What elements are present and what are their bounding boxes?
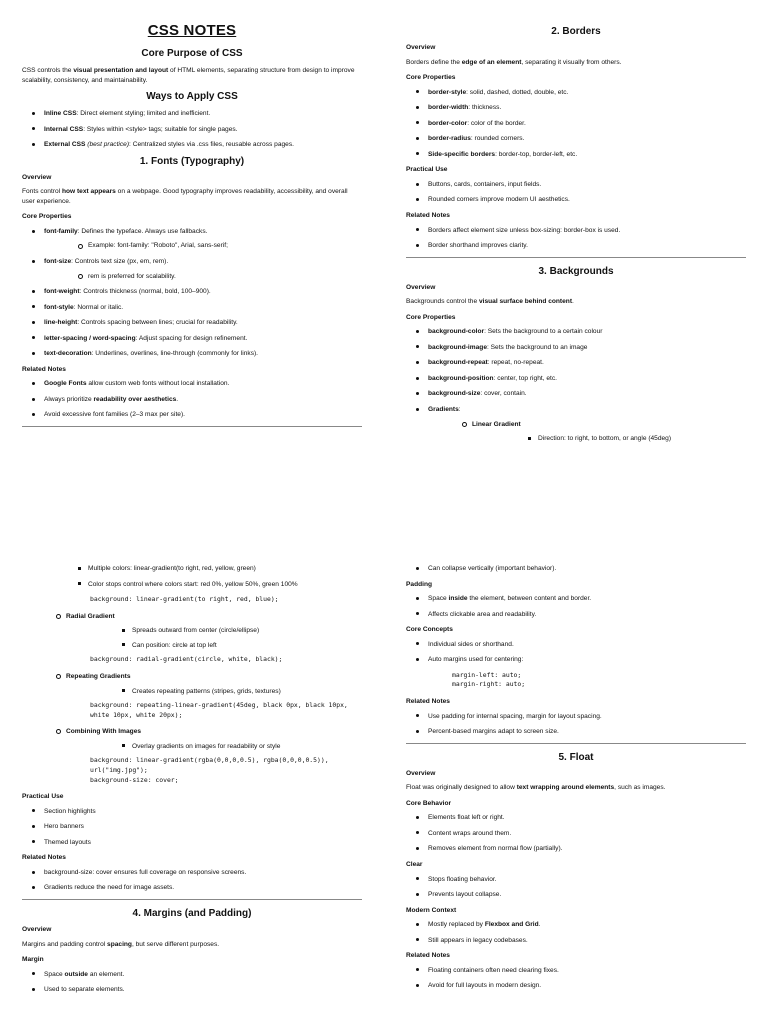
float-related-notes-label: Related Notes	[406, 952, 450, 960]
borders-overview-text: Borders define the edge of an element, separating it visually from others.	[406, 58, 622, 66]
margins-overview-label: Overview	[22, 926, 52, 934]
backgrounds-practical-list	[22, 807, 362, 848]
margin-label: Margin	[22, 956, 44, 964]
page-1-right-column	[406, 22, 746, 450]
margins-section-title: 4. Margins (and Padding)	[132, 908, 252, 920]
float-section-title: 5. Float	[558, 751, 594, 763]
list-item: Repeating Gradients Creates repeating patterns (stripes, grids, textures) background: repeating-linear-gradient(45deg, black 0px, black 10px, white 10px, white 20px);	[22, 672, 362, 720]
list-item: background-image: Sets the background to an image	[406, 343, 746, 353]
list-item: Avoid for full layouts in modern design.	[406, 981, 746, 991]
page-2	[0, 512, 768, 1024]
margins-overview-text: Margins and padding control spacing, but serve different purposes.	[22, 940, 220, 948]
list-item: Buttons, cards, containers, input fields.	[406, 180, 746, 190]
gradient-types-list	[22, 612, 362, 785]
backgrounds-core-properties-label: Core Properties	[406, 313, 456, 321]
list-item: font-style: Normal or italic.	[22, 303, 362, 313]
list-item: Space outside an element.	[22, 970, 362, 980]
page-1-left-column	[22, 22, 362, 435]
list-item: Combining With Images Overlay gradients on images for readability or style background: linear-gradient(rgba(0,0,0,0.5), rgba(0,0,0,0.5)), url("img.jpg"); background-size: cover;	[22, 727, 362, 785]
list-item: Mostly replaced by Flexbox and Grid.	[406, 920, 746, 930]
margin-list-continued	[406, 564, 746, 574]
list-item: border-style: solid, dashed, dotted, double, etc.	[406, 88, 746, 98]
list-item: Section highlights	[22, 807, 362, 817]
list-item: Individual sides or shorthand.	[406, 640, 746, 650]
fonts-related-notes-label: Related Notes	[22, 365, 66, 373]
list-item: font-size: Controls text size (px, em, rem). rem is preferred for scalability.	[22, 257, 362, 281]
list-item: background-color: Sets the background to a certain colour	[406, 327, 746, 337]
code-block: background: linear-gradient(to right, red, blue);	[90, 595, 279, 604]
fonts-notes-list	[22, 379, 362, 420]
divider	[406, 257, 746, 258]
list-item: Use padding for internal spacing, margin for layout spacing.	[406, 712, 746, 722]
code-block: background: linear-gradient(rgba(0,0,0,0.5), rgba(0,0,0,0.5)), url("img.jpg"); background-size: cover;	[90, 756, 329, 784]
list-item: border-radius: rounded corners.	[406, 134, 746, 144]
backgrounds-section-title: 3. Backgrounds	[538, 265, 614, 277]
page-2-right-column	[406, 564, 746, 997]
list-item: Spreads outward from center (circle/ellipse)	[66, 626, 362, 636]
list-item: Affects clickable area and readability.	[406, 610, 746, 620]
list-item: Still appears in legacy codebases.	[406, 936, 746, 946]
list-item: Rounded corners improve modern UI aesthetics.	[406, 195, 746, 205]
list-item: Prevents layout collapse.	[406, 890, 746, 900]
backgrounds-overview-text: Backgrounds control the visual surface behind content.	[406, 298, 574, 306]
borders-notes-list	[406, 226, 746, 251]
list-item: Gradients reduce the need for image assets.	[22, 883, 362, 893]
list-item: External CSS (best practice): Centralized styles via .css files, reusable across pages.	[22, 140, 362, 150]
list-item: Gradients: Linear Gradient Direction: to right, to bottom, or angle (45deg)	[406, 405, 746, 444]
fonts-properties-list	[22, 227, 362, 359]
list-item: font-weight: Controls thickness (normal, bold, 100–900).	[22, 287, 362, 297]
backgrounds-properties-list	[406, 327, 746, 443]
code-block: margin-left: auto; margin-right: auto;	[452, 670, 526, 689]
list-item: Avoid excessive font families (2–3 max per site).	[22, 410, 362, 420]
list-item: Used to separate elements.	[22, 985, 362, 995]
page-2-left-column	[22, 564, 362, 1001]
float-clear-list	[406, 875, 746, 900]
list-item: Overlay gradients on images for readability or style	[66, 742, 362, 752]
list-item: Internal CSS: Styles within <style> tags; suitable for single pages.	[22, 125, 362, 135]
list-item: border-width: thickness.	[406, 103, 746, 113]
float-modern-context-label: Modern Context	[406, 906, 457, 914]
list-item: Multiple colors: linear-gradient(to right, red, yellow, green)	[22, 564, 362, 574]
list-item: Space inside the element, between content and border.	[406, 594, 746, 604]
list-item: Always prioritize readability over aesthetics.	[22, 395, 362, 405]
margin-list	[22, 970, 362, 995]
list-item: Side-specific borders: border-top, border-left, etc.	[406, 150, 746, 160]
ways-list	[22, 109, 362, 150]
list-item: border-color: color of the border.	[406, 119, 746, 129]
list-item: rem is preferred for scalability.	[44, 272, 362, 282]
core-purpose-text: CSS controls the visual presentation and layout of HTML elements, separating structure from design to improve scalability, consistency, and maintainability.	[22, 67, 355, 84]
list-item: Can position: circle at top left	[66, 641, 362, 651]
borders-related-notes-label: Related Notes	[406, 212, 450, 220]
divider	[22, 899, 362, 900]
divider	[22, 426, 362, 427]
divider	[406, 743, 746, 744]
list-item: Percent-based margins adapt to screen size.	[406, 727, 746, 737]
list-item: Creates repeating patterns (stripes, grids, textures)	[66, 687, 362, 697]
margins-related-notes-label: Related Notes	[406, 698, 450, 706]
list-item: Hero banners	[22, 822, 362, 832]
list-item: background-position: center, top right, etc.	[406, 374, 746, 384]
list-item: Google Fonts allow custom web fonts without local installation.	[22, 379, 362, 389]
list-item: Themed layouts	[22, 838, 362, 848]
list-item: Border shorthand improves clarity.	[406, 241, 746, 251]
borders-properties-list	[406, 88, 746, 160]
list-item: Direction: to right, to bottom, or angle (45deg)	[472, 434, 746, 444]
list-item: Linear Gradient Direction: to right, to bottom, or angle (45deg)	[428, 420, 746, 444]
fonts-core-properties-label: Core Properties	[22, 213, 72, 221]
list-item: Floating containers often need clearing fixes.	[406, 966, 746, 976]
borders-section-title: 2. Borders	[551, 26, 601, 37]
backgrounds-notes-list	[22, 868, 362, 893]
float-modern-list	[406, 920, 746, 945]
list-item: Stops floating behavior.	[406, 875, 746, 885]
code-block: background: repeating-linear-gradient(45deg, black 0px, black 10px, white 10px, white 20px);	[90, 701, 352, 719]
list-item: text-decoration: Underlines, overlines, line-through (commonly for links).	[22, 349, 362, 359]
fonts-overview-label: Overview	[22, 173, 52, 181]
list-item: Can collapse vertically (important behavior).	[406, 564, 746, 574]
padding-list	[406, 594, 746, 619]
list-item: Elements float left or right.	[406, 813, 746, 823]
list-item: Inline CSS: Direct element styling; limited and inefficient.	[22, 109, 362, 119]
list-item: Content wraps around them.	[406, 829, 746, 839]
float-clear-label: Clear	[406, 860, 423, 868]
backgrounds-overview-label: Overview	[406, 283, 436, 291]
fonts-section-title: 1. Fonts (Typography)	[139, 155, 245, 167]
linear-gradient-continued-list	[22, 564, 362, 589]
list-item: background-repeat: repeat, no-repeat.	[406, 358, 746, 368]
list-item: font-family: Defines the typeface. Always use fallbacks. Example: font-family: "Roboto", Arial, sans-serif;	[22, 227, 362, 251]
list-item: line-height: Controls spacing between lines; crucial for readability.	[22, 318, 362, 328]
list-item: background-size: cover, contain.	[406, 389, 746, 399]
list-item: background-size: cover ensures full coverage on responsive screens.	[22, 868, 362, 878]
borders-overview-label: Overview	[406, 44, 436, 51]
list-item: Borders affect element size unless box-sizing: border-box is used.	[406, 226, 746, 236]
fonts-overview-text: Fonts control how text appears on a webpage. Good typography improves readability, accessibility, and overall user experience.	[22, 188, 348, 205]
borders-core-properties-label: Core Properties	[406, 74, 456, 82]
ways-heading: Ways to Apply CSS	[146, 91, 238, 103]
borders-practical-use-label: Practical Use	[406, 166, 448, 174]
float-behavior-list	[406, 813, 746, 854]
float-overview-label: Overview	[406, 769, 436, 777]
list-item: Radial Gradient Spreads outward from center (circle/ellipse) Can position: circle at top left background: radial-gradient(circle, white, black);	[22, 612, 362, 665]
float-core-behavior-label: Core Behavior	[406, 799, 452, 807]
list-item: Color stops control where colors start: red 0%, yellow 50%, green 100%	[22, 580, 362, 590]
document-title: CSS NOTES	[147, 22, 237, 39]
core-purpose-heading: Core Purpose of CSS	[141, 48, 243, 59]
code-block: background: radial-gradient(circle, white, black);	[90, 655, 283, 664]
margins-core-concepts-label: Core Concepts	[406, 626, 453, 634]
list-item: Example: font-family: "Roboto", Arial, sans-serif;	[44, 241, 362, 251]
borders-practical-list	[406, 180, 746, 205]
padding-label: Padding	[406, 580, 433, 588]
list-item: letter-spacing / word-spacing: Adjust spacing for design refinement.	[22, 334, 362, 344]
margins-concepts-list	[406, 640, 746, 665]
backgrounds-practical-use-label: Practical Use	[22, 793, 64, 801]
list-item: Removes element from normal flow (partially).	[406, 844, 746, 854]
float-overview-text: Float was originally designed to allow text wrapping around elements, such as images.	[406, 784, 666, 792]
margins-notes-list	[406, 712, 746, 737]
list-item: Auto margins used for centering:	[406, 655, 746, 665]
float-notes-list	[406, 966, 746, 991]
backgrounds-related-notes-label: Related Notes	[22, 854, 66, 862]
